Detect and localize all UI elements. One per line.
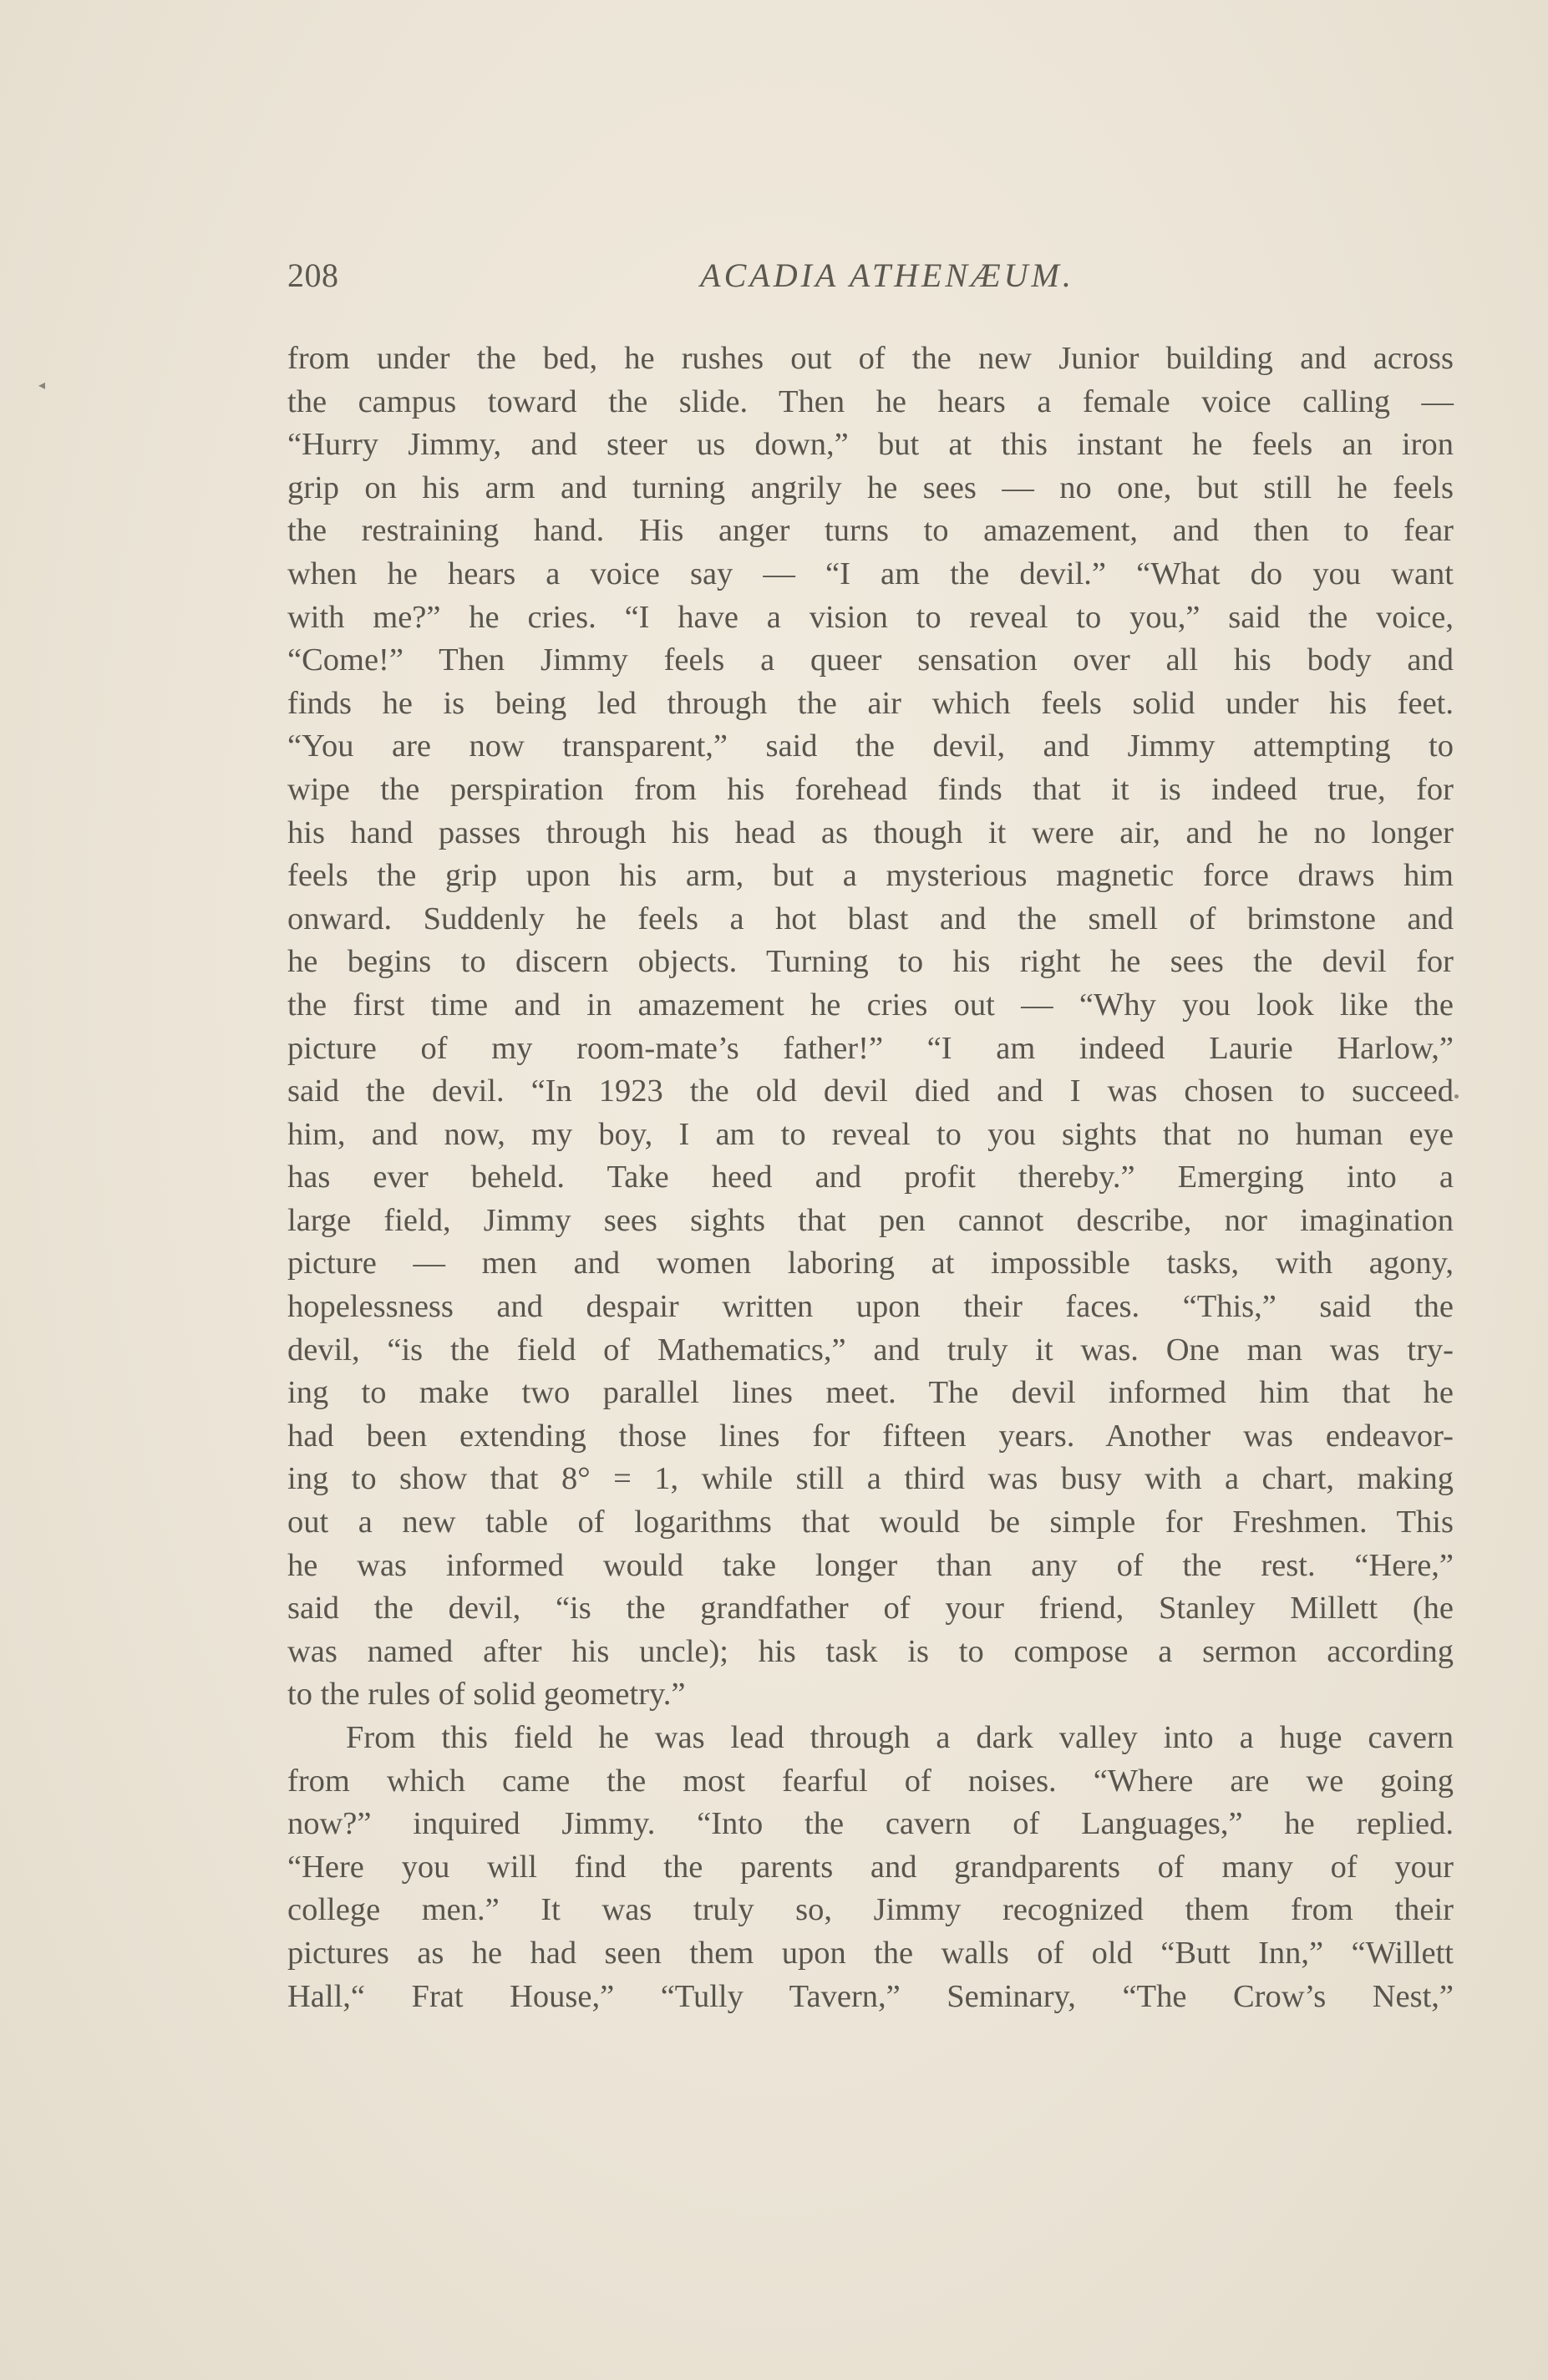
text-line: from under the bed, he rushes out of the new Junior building and across bbox=[287, 341, 1454, 376]
text-line: him, and now, my boy, I am to reveal to you sights that no human eye bbox=[287, 1116, 1454, 1152]
text-line: finds he is being led through the air which feels solid under his feet. bbox=[287, 685, 1454, 721]
paragraph bbox=[287, 1717, 1454, 2018]
running-head: ACADIA ATHENÆUM. bbox=[700, 256, 1074, 294]
text-line: he was informed would take longer than any of the rest. “Here,” bbox=[287, 1547, 1454, 1583]
text-line: “Come!” Then Jimmy feels a queer sensation over all his body and bbox=[287, 642, 1454, 678]
text-line: grip on his arm and turning angrily he sees — no one, but still he feels bbox=[287, 469, 1454, 505]
text-line: said the devil. “In 1923 the old devil died and I was chosen to succeed bbox=[287, 1073, 1454, 1109]
page-number: 208 bbox=[287, 256, 339, 294]
text-line: to the rules of solid geometry.” bbox=[287, 1677, 686, 1713]
text-line: From this field he was lead through a dark valley into a huge cavern bbox=[346, 1720, 1454, 1755]
margin-mark: ◂ bbox=[38, 377, 46, 393]
text-line: “Hurry Jimmy, and steer us down,” but at this instant he feels an iron bbox=[287, 427, 1454, 463]
text-line: has ever beheld. Take heed and profit thereby.” Emerging into a bbox=[287, 1160, 1454, 1195]
text-line: with me?” he cries. “I have a vision to reveal to you,” said the voice, bbox=[287, 599, 1454, 635]
text-line: picture of my room-mate’s father!” “I am indeed Laurie Harlow,” bbox=[287, 1030, 1454, 1066]
text-line: large field, Jimmy sees sights that pen cannot describe, nor imagination bbox=[287, 1202, 1454, 1238]
text-line: said the devil, “is the grandfather of your friend, Stanley Millett (he bbox=[287, 1591, 1454, 1626]
text-line: the campus toward the slide. Then he hears a female voice calling — bbox=[287, 383, 1454, 419]
text-line: was named after his uncle); his task is to compose a sermon according bbox=[287, 1633, 1454, 1669]
text-line: college men.” It was truly so, Jimmy recognized them from their bbox=[287, 1892, 1454, 1928]
text-line: pictures as he had seen them upon the walls of old “Butt Inn,” “Willett bbox=[287, 1935, 1454, 1971]
text-line: Hall,“ Frat House,” “Tully Tavern,” Seminary, “The Crow’s Nest,” bbox=[287, 1978, 1454, 2014]
text-line: the restraining hand. His anger turns to amazement, and then to fear bbox=[287, 513, 1454, 549]
text-line: “You are now transparent,” said the devil, and Jimmy attempting to bbox=[287, 728, 1454, 764]
text-line: out a new table of logarithms that would be simple for Freshmen. This bbox=[287, 1505, 1454, 1540]
text-line: hopelessness and despair written upon their faces. “This,” said the bbox=[287, 1289, 1454, 1325]
text-line: from which came the most fearful of noises. “Where are we going bbox=[287, 1763, 1454, 1799]
paragraph bbox=[287, 337, 1454, 1717]
text-line: now?” inquired Jimmy. “Into the cavern of Languages,” he replied. bbox=[287, 1806, 1454, 1842]
text-line: had been extending those lines for fifteen years. Another was endeavor- bbox=[287, 1418, 1454, 1454]
text-line: when he hears a voice say — “I am the devil.” “What do you want bbox=[287, 556, 1454, 591]
text-line: his hand passes through his head as though it were air, and he no longer bbox=[287, 814, 1454, 850]
text-line: he begins to discern objects. Turning to his right he sees the devil for bbox=[287, 944, 1454, 980]
text-line: the first time and in amazement he cries out — “Why you look like the bbox=[287, 987, 1454, 1023]
text-line: wipe the perspiration from his forehead finds that it is indeed true, for bbox=[287, 771, 1454, 807]
text-line: feels the grip upon his arm, but a mysterious magnetic force draws him bbox=[287, 858, 1454, 894]
text-line: “Here you will find the parents and grandparents of many of your bbox=[287, 1849, 1454, 1885]
text-line: picture — men and women laboring at impossible tasks, with agony, bbox=[287, 1246, 1454, 1281]
text-line: ing to show that 8° = 1, while still a third was busy with a chart, making bbox=[287, 1461, 1454, 1497]
body-text bbox=[287, 337, 1454, 2018]
margin-dot bbox=[1454, 1094, 1459, 1099]
text-line: devil, “is the field of Mathematics,” and truly it was. One man was try- bbox=[287, 1332, 1454, 1368]
text-line: onward. Suddenly he feels a hot blast and the smell of brimstone and bbox=[287, 901, 1454, 936]
text-line: ing to make two parallel lines meet. The devil informed him that he bbox=[287, 1375, 1454, 1411]
page-header bbox=[287, 251, 1454, 301]
